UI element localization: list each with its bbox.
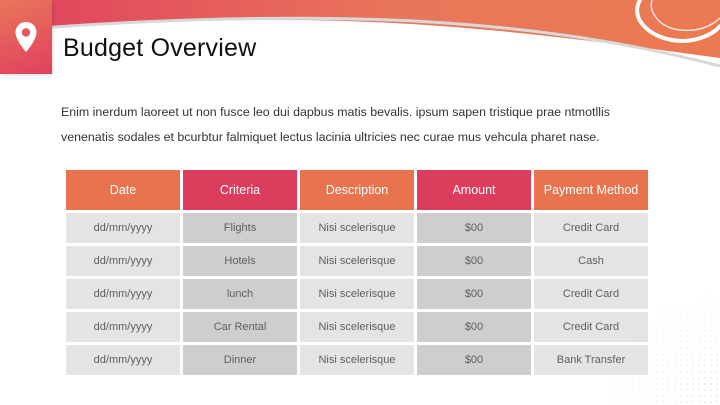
table-row	[66, 312, 648, 342]
cell-payment-method: Credit Card	[534, 312, 648, 342]
header-description: Description	[300, 170, 414, 210]
cell-payment-method: Credit Card	[534, 213, 648, 243]
table-header-row	[66, 170, 648, 210]
cell-criteria: lunch	[183, 279, 297, 309]
cell-amount: $00	[417, 312, 531, 342]
cell-criteria: Flights	[183, 213, 297, 243]
budget-table	[63, 167, 651, 378]
cell-date: dd/mm/yyyy	[66, 279, 180, 309]
table-row	[66, 345, 648, 375]
cell-description: Nisi scelerisque	[300, 312, 414, 342]
cell-description: Nisi scelerisque	[300, 279, 414, 309]
cell-criteria: Hotels	[183, 246, 297, 276]
cell-amount: $00	[417, 345, 531, 375]
cell-payment-method: Bank Transfer	[534, 345, 648, 375]
cell-payment-method: Cash	[534, 246, 648, 276]
header-amount: Amount	[417, 170, 531, 210]
cell-date: dd/mm/yyyy	[66, 312, 180, 342]
header-criteria: Criteria	[183, 170, 297, 210]
intro-paragraph	[61, 100, 671, 149]
page-title: Budget Overview	[63, 34, 257, 62]
location-badge	[0, 0, 52, 74]
cell-description: Nisi scelerisque	[300, 213, 414, 243]
table-row	[66, 213, 648, 243]
cell-amount: $00	[417, 213, 531, 243]
table-row	[66, 246, 648, 276]
header-payment-method: Payment Method	[534, 170, 648, 210]
cell-date: dd/mm/yyyy	[66, 213, 180, 243]
cell-amount: $00	[417, 246, 531, 276]
header-date: Date	[66, 170, 180, 210]
cell-date: dd/mm/yyyy	[66, 345, 180, 375]
cell-description: Nisi scelerisque	[300, 246, 414, 276]
cell-criteria: Dinner	[183, 345, 297, 375]
cell-amount: $00	[417, 279, 531, 309]
cell-date: dd/mm/yyyy	[66, 246, 180, 276]
cell-payment-method: Credit Card	[534, 279, 648, 309]
intro-line: Enim inerdum laoreet ut non fusce leo dui dapbus matis bevalis. ipsum sapen tristique prae ntmotllis	[61, 105, 610, 119]
cell-criteria: Car Rental	[183, 312, 297, 342]
location-pin-icon	[14, 21, 38, 53]
table-row	[66, 279, 648, 309]
cell-description: Nisi scelerisque	[300, 345, 414, 375]
intro-line: venenatis sodales et bcurbtur falmiquet lectus lacinia ultricies nec curae mus vehcula pharet nase.	[61, 129, 600, 144]
